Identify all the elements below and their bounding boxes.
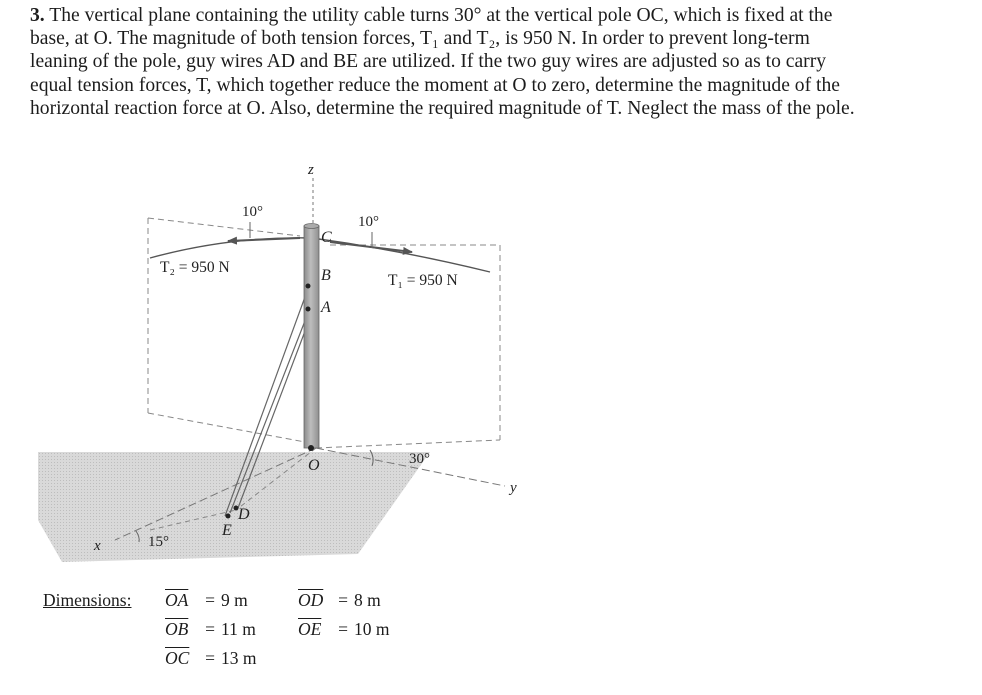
- dimension-ob-value: 11 m: [221, 619, 256, 639]
- label-z: z: [308, 162, 314, 178]
- problem-line-3: leaning of the pole, guy wires AD and BE are utilized. If the two guy wires are adjusted so as to carry: [30, 51, 827, 73]
- point-o: [308, 445, 314, 451]
- dimension-od-segment: $\overline{OD}$: [298, 590, 324, 610]
- problem-number: 3.: [30, 5, 45, 26]
- label-a: A: [321, 299, 331, 316]
- dimension-oe: $\overline{OE} = 10$ m: [298, 619, 390, 639]
- label-o: O: [308, 457, 320, 474]
- label-angle-ground: 15°: [148, 534, 169, 550]
- label-t1: T₁ = 950 N: [388, 272, 458, 289]
- dimension-oe-value: 10 m: [354, 619, 390, 639]
- label-c: C: [321, 229, 332, 246]
- point-a: [306, 307, 311, 312]
- dimension-oc: $\overline{OC} = 13$ m: [165, 648, 257, 668]
- dimension-oc-value: 13 m: [221, 648, 257, 668]
- label-angle-right: 10°: [358, 214, 379, 230]
- dimension-od-value: 8 m: [354, 590, 381, 610]
- dimension-oe-segment: $\overline{OE}$: [298, 619, 322, 639]
- pole-top: [304, 224, 319, 229]
- dimension-oa-segment: $\overline{OA}$: [165, 590, 189, 610]
- problem-text-1: The vertical plane containing the utility cable turns 30° at the vertical pole OC, which is fixed at the: [49, 5, 833, 26]
- problem-line-2: base, at O. The magnitude of both tension forces, T₁ and T₂, is 950 N. In order to prevent long-term: [30, 28, 810, 50]
- dimension-ob-segment: $\overline{OB}$: [165, 619, 189, 639]
- dimension-ob: $\overline{OB} = 11$ m: [165, 619, 256, 639]
- label-d: D: [238, 506, 250, 523]
- problem-line-4: equal tension forces, T, which together reduce the moment at O to zero, determine the magnitude of the: [30, 74, 840, 96]
- label-angle-left: 10°: [242, 204, 263, 220]
- dimension-oa: $\overline{OA} = 9$ m: [165, 590, 248, 610]
- pole: [304, 226, 319, 448]
- label-x: x: [94, 538, 101, 554]
- label-e: E: [222, 522, 232, 539]
- dimension-oc-segment: $\overline{OC}$: [165, 648, 190, 668]
- point-b: [306, 284, 311, 289]
- label-angle-plane: 30°: [409, 451, 430, 467]
- label-y: y: [510, 480, 517, 496]
- problem-line-5: horizontal reaction force at O. Also, determine the required magnitude of T. Neglect the mass of the pole.: [30, 97, 855, 119]
- dimension-od: $\overline{OD} = 8$ m: [298, 590, 381, 610]
- dimension-oa-value: 9 m: [221, 590, 248, 610]
- label-t2: T₂ = 950 N: [160, 259, 230, 276]
- point-e: [226, 514, 231, 519]
- t1-arrow: [330, 242, 412, 252]
- label-b: B: [321, 267, 331, 284]
- dimensions-label: Dimensions:: [43, 590, 132, 610]
